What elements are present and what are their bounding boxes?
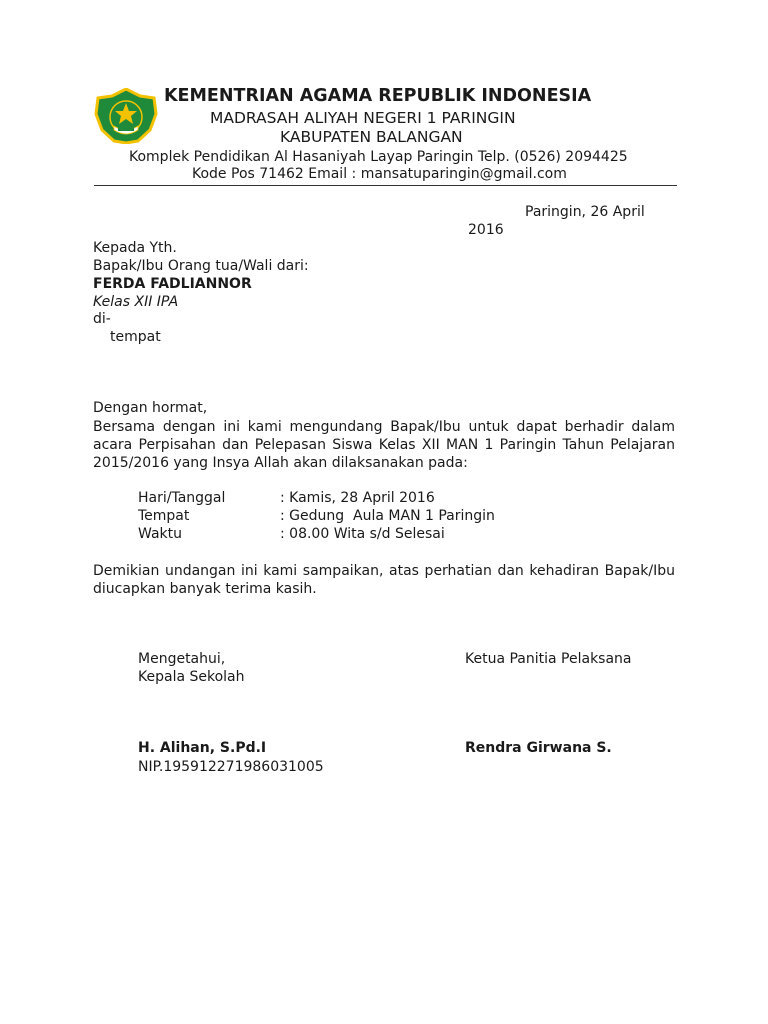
recipient-greeting: Kepada Yth.: [93, 240, 177, 256]
school-name: MADRASAH ALIYAH NEGERI 1 PARINGIN: [210, 109, 516, 127]
letter-date-line1: Paringin, 26 April: [525, 204, 645, 220]
org-title: KEMENTRIAN AGAMA REPUBLIK INDONESIA: [164, 86, 592, 106]
closing-line: Demikian undangan ini kami sampaikan, atas perhatian dan kehadiran Bapak/Ibu: [93, 563, 675, 579]
regency-name: KABUPATEN BALANGAN: [280, 128, 463, 146]
salutation: Dengan hormat,: [93, 400, 208, 416]
closing-line: diucapkan banyak terima kasih.: [93, 581, 317, 597]
student-name: FERDA FADLIANNOR: [93, 276, 252, 292]
detail-value-day: : Kamis, 28 April 2016: [280, 490, 435, 506]
body-paragraph-line: Bersama dengan ini kami mengundang Bapak/Ibu untuk dapat berhadir dalam: [93, 419, 675, 435]
right-signatory-name: Rendra Girwana S.: [465, 740, 612, 756]
letterhead-divider: [94, 185, 677, 186]
left-signatory-title-1: Mengetahui,: [138, 651, 226, 667]
school-address: Komplek Pendidikan Al Hasaniyah Layap Paringin Telp. (0526) 2094425: [129, 149, 628, 165]
recipient-place-1: di-: [93, 311, 111, 327]
body-paragraph-line: 2015/2016 yang Insya Allah akan dilaksanakan pada:: [93, 455, 468, 471]
recipient-relation: Bapak/Ibu Orang tua/Wali dari:: [93, 258, 309, 274]
detail-value-place: : Gedung Aula MAN 1 Paringin: [280, 508, 495, 524]
right-signatory-title: Ketua Panitia Pelaksana: [465, 651, 632, 667]
left-signatory-nip: NIP.195912271986031005: [138, 759, 324, 775]
ministry-emblem-icon: [94, 88, 158, 144]
left-signatory-name: H. Alihan, S.Pd.I: [138, 740, 267, 756]
school-contact: Kode Pos 71462 Email : mansatuparingin@gmail.com: [192, 166, 567, 182]
body-paragraph: [93, 418, 675, 472]
recipient-place-2: tempat: [110, 329, 161, 345]
student-class: Kelas XII IPA: [93, 294, 179, 310]
body-paragraph-line: acara Perpisahan dan Pelepasan Siswa Kelas XII MAN 1 Paringin Tahun Pelajaran: [93, 437, 675, 453]
detail-label-time: Waktu: [138, 526, 182, 542]
detail-label-place: Tempat: [138, 508, 190, 524]
detail-value-time: : 08.00 Wita s/d Selesai: [280, 526, 445, 542]
closing-paragraph: [93, 562, 675, 598]
letter-date-line2: 2016: [468, 222, 504, 238]
left-signatory-title-2: Kepala Sekolah: [138, 669, 245, 685]
detail-label-day: Hari/Tanggal: [138, 490, 226, 506]
